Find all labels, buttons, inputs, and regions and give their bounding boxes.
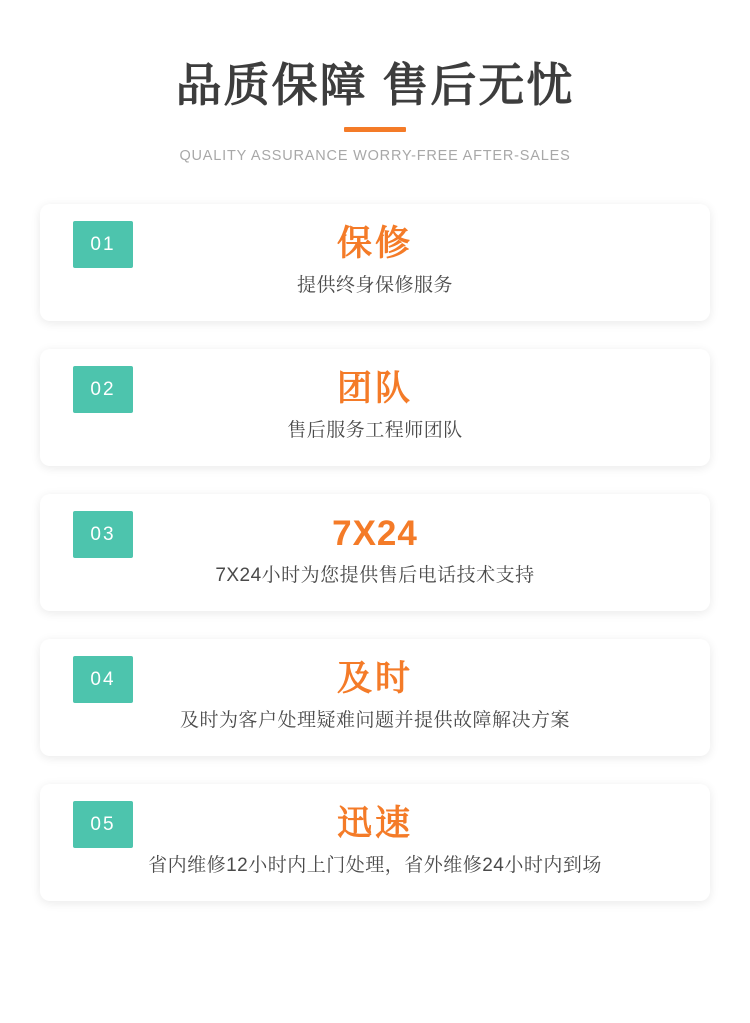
card-number-badge: 01 bbox=[73, 221, 133, 268]
page-title: 品质保障 售后无忧 bbox=[175, 59, 575, 111]
title-underline bbox=[344, 127, 406, 132]
card-title: 及时 bbox=[336, 659, 413, 699]
service-card-list bbox=[0, 204, 750, 901]
service-card bbox=[40, 494, 710, 611]
card-body bbox=[40, 204, 710, 298]
card-number-badge: 03 bbox=[73, 511, 133, 558]
service-card bbox=[40, 349, 710, 466]
card-description: 7X24小时为您提供售后电话技术支持 bbox=[215, 564, 535, 586]
card-title: 团队 bbox=[336, 369, 413, 409]
card-number-badge: 02 bbox=[73, 366, 133, 413]
card-title: 保修 bbox=[336, 224, 413, 264]
card-number-badge: 05 bbox=[73, 801, 133, 848]
card-number-badge: 04 bbox=[73, 656, 133, 703]
card-description: 及时为客户处理疑难问题并提供故障解决方案 bbox=[179, 709, 570, 731]
service-card bbox=[40, 784, 710, 901]
service-card bbox=[40, 639, 710, 756]
card-title: 迅速 bbox=[336, 804, 413, 844]
card-title: 7X24 bbox=[332, 514, 418, 554]
card-body bbox=[40, 494, 710, 588]
service-card bbox=[40, 204, 710, 321]
card-body bbox=[40, 784, 710, 878]
page-header bbox=[0, 0, 750, 164]
card-body bbox=[40, 639, 710, 733]
card-description: 售后服务工程师团队 bbox=[287, 419, 463, 441]
card-description: 提供终身保修服务 bbox=[296, 274, 453, 296]
page-subtitle: QUALITY ASSURANCE WORRY-FREE AFTER-SALES bbox=[179, 148, 571, 165]
card-body bbox=[40, 349, 710, 443]
card-description: 省内维修12小时内上门处理，省外维修24小时内到场 bbox=[148, 854, 602, 876]
